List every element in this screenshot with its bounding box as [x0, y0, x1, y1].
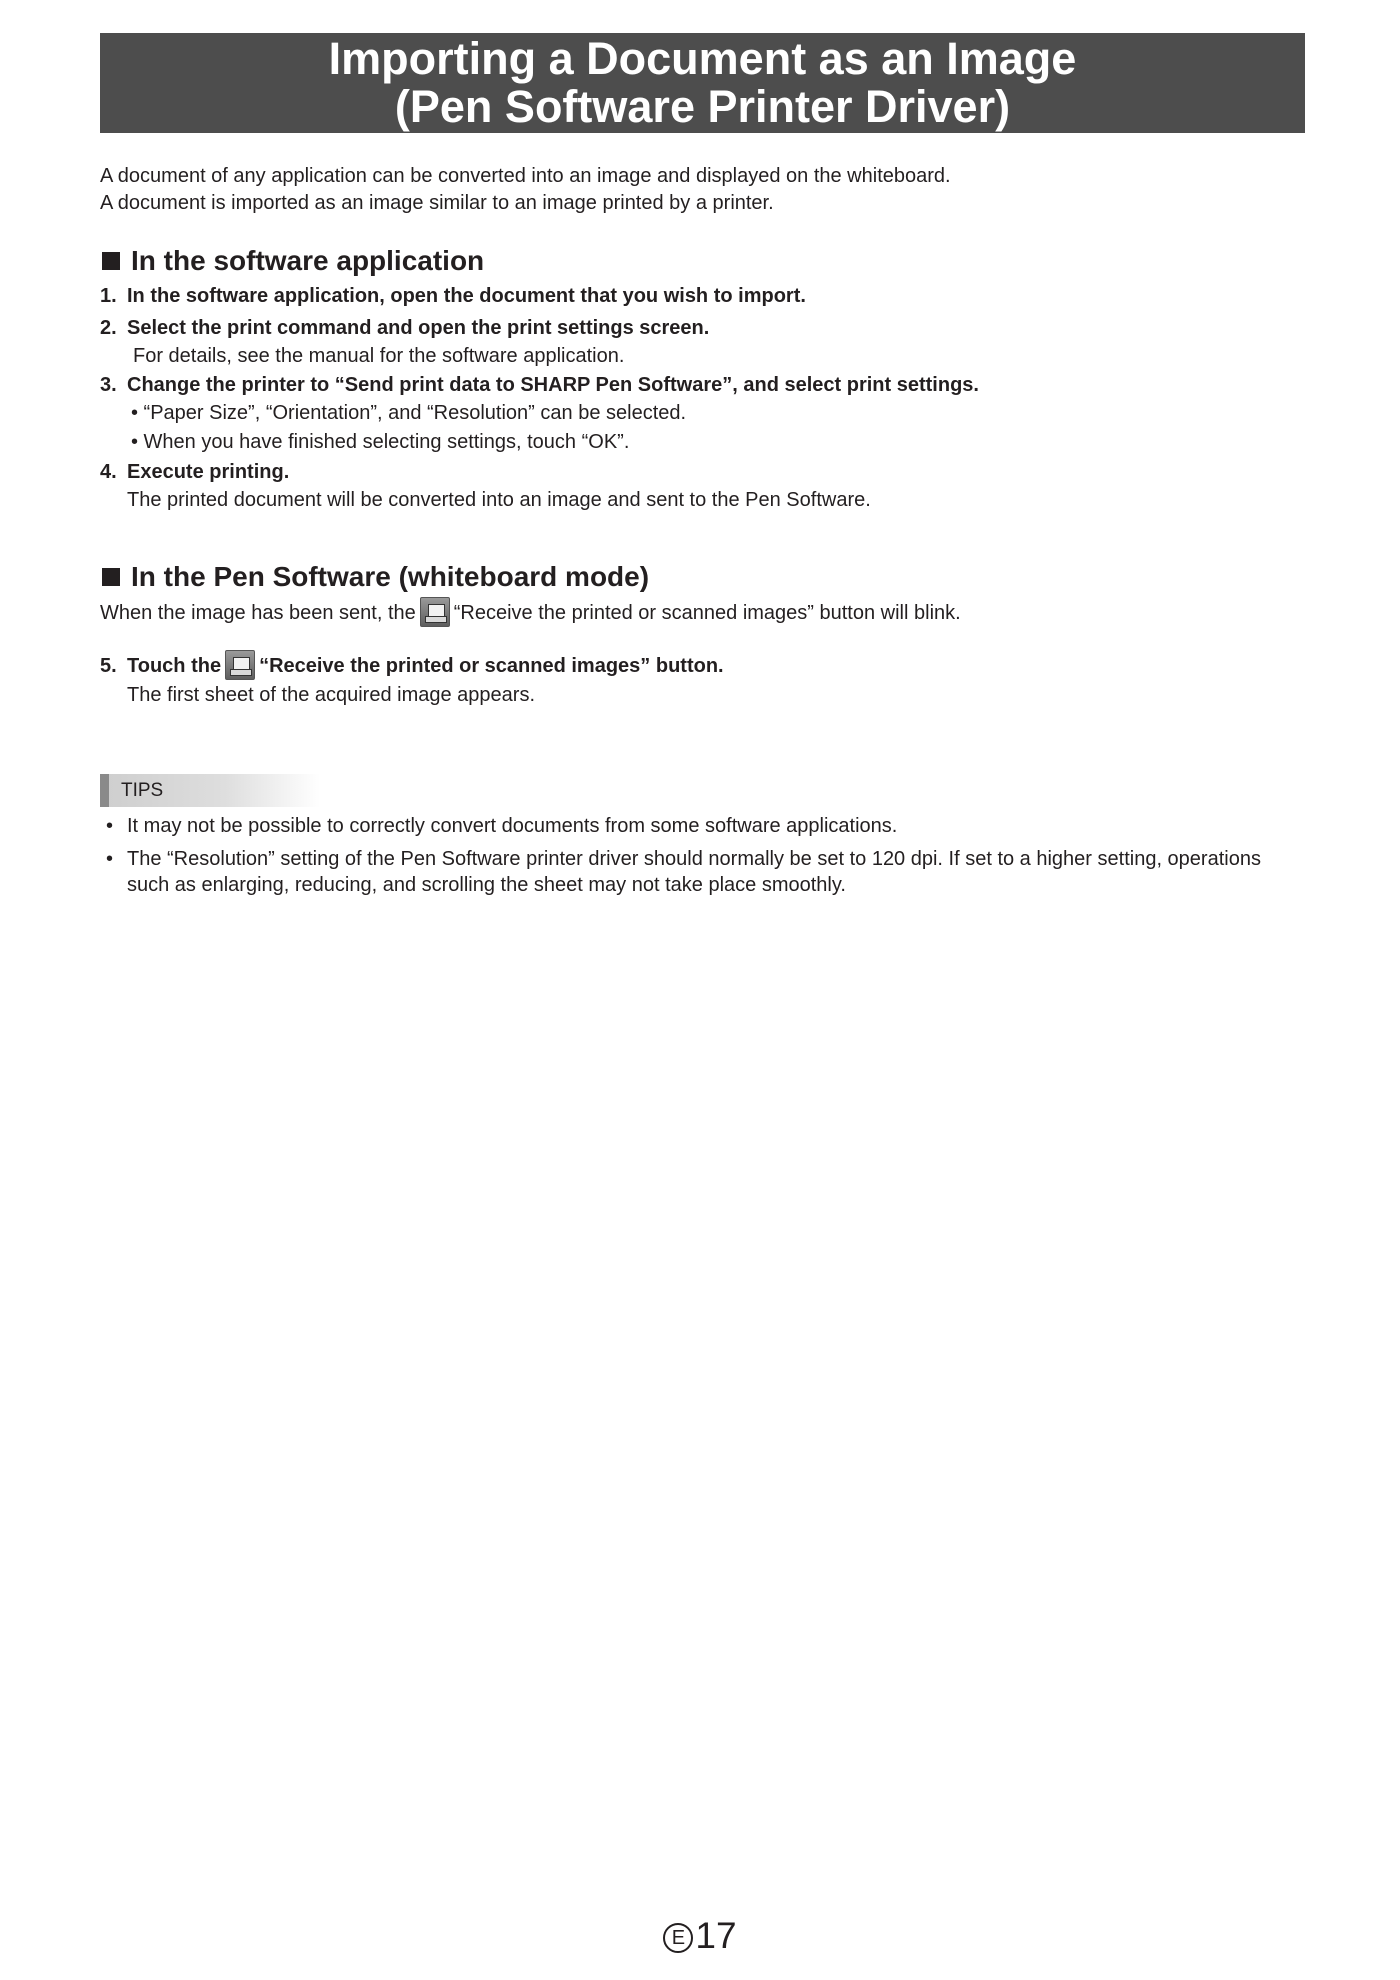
blink-notice-after: “Receive the printed or scanned images” button will blink. [453, 602, 961, 624]
step-5-after: “Receive the printed or scanned images” button. [259, 655, 724, 677]
tips-list [100, 813, 1305, 898]
step-5 [100, 650, 1305, 682]
page [100, 33, 1305, 905]
step-text: In the software application, open the document that you wish to import. [127, 285, 806, 307]
tip-item [100, 846, 1305, 898]
tips-label: TIPS [100, 774, 320, 807]
bullet-icon: • [106, 848, 114, 870]
section-heading-text: In the software application [131, 245, 485, 276]
step-text [127, 650, 1305, 682]
intro-line: A document of any application can be converted into an image and displayed on the whiteboard. [100, 165, 951, 187]
step-5-before: Touch the [127, 655, 222, 677]
section-heading-text: In the Pen Software (whiteboard mode) [131, 561, 650, 592]
receive-printed-images-icon [225, 650, 255, 680]
tip-text: The “Resolution” setting of the Pen Software printer driver should normally be set to 120 dpi. If set to a higher setting, operations such as enlarging, reducing, and scrolling the sheet may not take place smoothly. [127, 848, 1261, 896]
receive-printed-images-icon [420, 597, 450, 627]
tip-text: It may not be possible to correctly convert documents from some software applications. [127, 815, 898, 837]
step-4-note: The printed document will be converted into an image and sent to the Pen Software. [127, 489, 871, 511]
step-number: 4. [100, 461, 117, 483]
intro-line: A document is imported as an image similar to an image printed by a printer. [100, 192, 774, 214]
step-text: Execute printing. [127, 461, 290, 483]
step-2-note: For details, see the manual for the software application. [133, 345, 625, 367]
section-heading-software-application [100, 243, 1305, 279]
step-text: Change the printer to “Send print data to SHARP Pen Software”, and select print settings. [127, 374, 979, 396]
step-text: Select the print command and open the print settings screen. [127, 317, 710, 339]
intro-text [100, 163, 1305, 217]
page-title [100, 33, 1305, 133]
step-5-note: The first sheet of the acquired image appears. [127, 684, 536, 706]
step-4 [100, 459, 1305, 486]
step-number: 5. [100, 655, 117, 677]
bullet-icon: • [106, 815, 114, 837]
tip-item [100, 813, 1305, 839]
step-3 [100, 372, 1305, 399]
page-footer [0, 1914, 1400, 1958]
language-mark-icon: E [663, 1923, 693, 1953]
square-bullet-icon [102, 252, 120, 270]
step-1 [100, 283, 1305, 310]
blink-notice [100, 597, 1305, 628]
step-3-bullet: • When you have finished selecting settings, touch “OK”. [131, 431, 630, 453]
step-number: 1. [100, 285, 117, 307]
step-3-bullet: • “Paper Size”, “Orientation”, and “Resolution” can be selected. [131, 402, 687, 424]
square-bullet-icon [102, 568, 120, 586]
page-title-line1: Importing a Document as an Image [328, 33, 1077, 84]
page-title-line2: (Pen Software Printer Driver) [394, 81, 1011, 132]
section-heading-pen-software [100, 559, 1305, 595]
page-number: 17 [695, 1915, 737, 1956]
step-2 [100, 315, 1305, 342]
step-number: 2. [100, 317, 117, 339]
blink-notice-before: When the image has been sent, the [100, 602, 416, 624]
step-number: 3. [100, 374, 117, 396]
